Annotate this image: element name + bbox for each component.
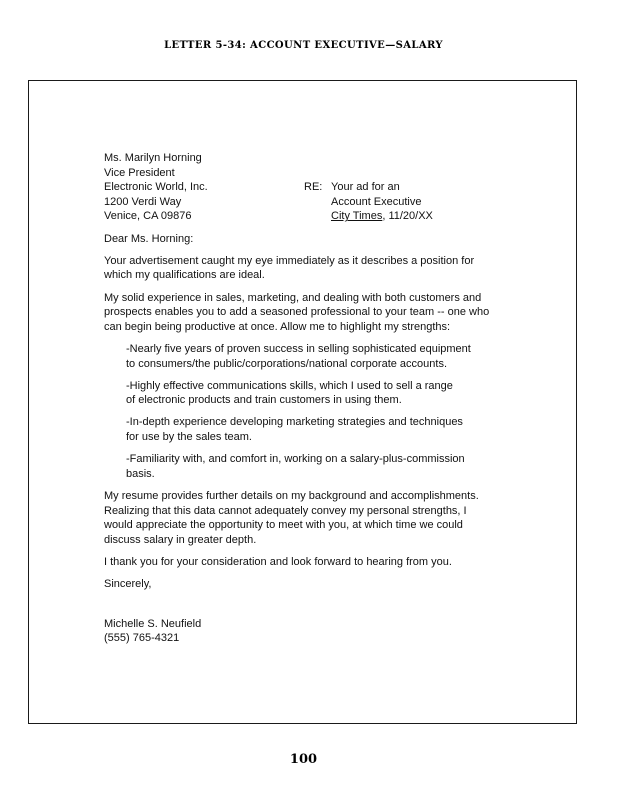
re-line-1: Your ad for an [331,181,400,194]
strength-line: of electronic products and train customers in using them. [126,394,402,407]
re-line-3 [331,209,433,224]
recipient-company: Electronic World, Inc. [104,181,208,194]
signature-phone: (555) 765-4321 [104,632,180,645]
paragraph-4 [104,555,534,570]
paragraph-line: Realizing that this data cannot adequately convey my personal strengths, I [104,504,467,517]
salutation [104,232,534,247]
page-heading: LETTER 5-34: ACCOUNT EXECUTIVE—SALARY [164,40,443,51]
strength-line: to consumers/the public/corporations/national corporate accounts. [126,357,448,370]
re-publication: City Times [331,210,383,223]
paragraph-line: prospects enables you to add a seasoned professional to your team -- one who [104,306,490,319]
re-label: RE: [304,181,323,194]
closing [104,577,534,592]
salutation-text: Dear Ms. Horning: [104,232,194,245]
strength-item [104,452,534,481]
paragraph-1 [104,254,534,283]
strength-item [104,342,534,371]
re-line-2: Account Executive [331,195,422,208]
paragraph-line: My resume provides further details on my background and accomplishments. [104,490,479,503]
re-date: , 11/20/XX [382,210,433,223]
strength-line: for use by the sales team. [126,431,252,444]
strength-item [104,379,534,408]
paragraph-line: I thank you for your consideration and look forward to hearing from you. [104,556,452,568]
paragraph-line: which my qualifications are ideal. [104,269,265,282]
paragraph-line: My solid experience in sales, marketing, and dealing with both customers and [104,291,482,304]
recipient-city: Venice, CA 09876 [104,210,192,223]
strength-item [104,415,534,444]
letter-frame [28,80,577,724]
paragraph-2 [104,291,534,335]
closing-text: Sincerely, [104,578,152,591]
recipient-title: Vice President [104,166,175,179]
strength-line: -Highly effective communications skills, which I used to sell a range [126,379,453,392]
paragraph-line: discuss salary in greater depth. [104,533,257,546]
recipient-name: Ms. Marilyn Horning [104,152,202,164]
strength-line: basis. [126,467,155,480]
strength-line: -Familiarity with, and comfort in, working on a salary-plus-commission [126,453,465,466]
page-number: 100 [289,752,318,767]
recipient-address [104,151,534,224]
signature-name: Michelle S. Neufield [104,617,202,630]
recipient-street: 1200 Verdi Way [104,195,182,208]
paragraph-line: would appreciate the opportunity to meet with you, at which time we could [104,519,463,532]
paragraph-line: can begin being productive at once. Allow me to highlight my strengths: [104,320,451,333]
letter-body [104,151,534,646]
strength-line: -Nearly five years of proven success in selling sophisticated equipment [126,342,471,355]
strength-line: -In-depth experience developing marketing strategies and techniques [126,416,463,429]
paragraph-3 [104,489,534,547]
signature-block [104,617,534,646]
paragraph-line: Your advertisement caught my eye immediately as it describes a position for [104,254,475,267]
